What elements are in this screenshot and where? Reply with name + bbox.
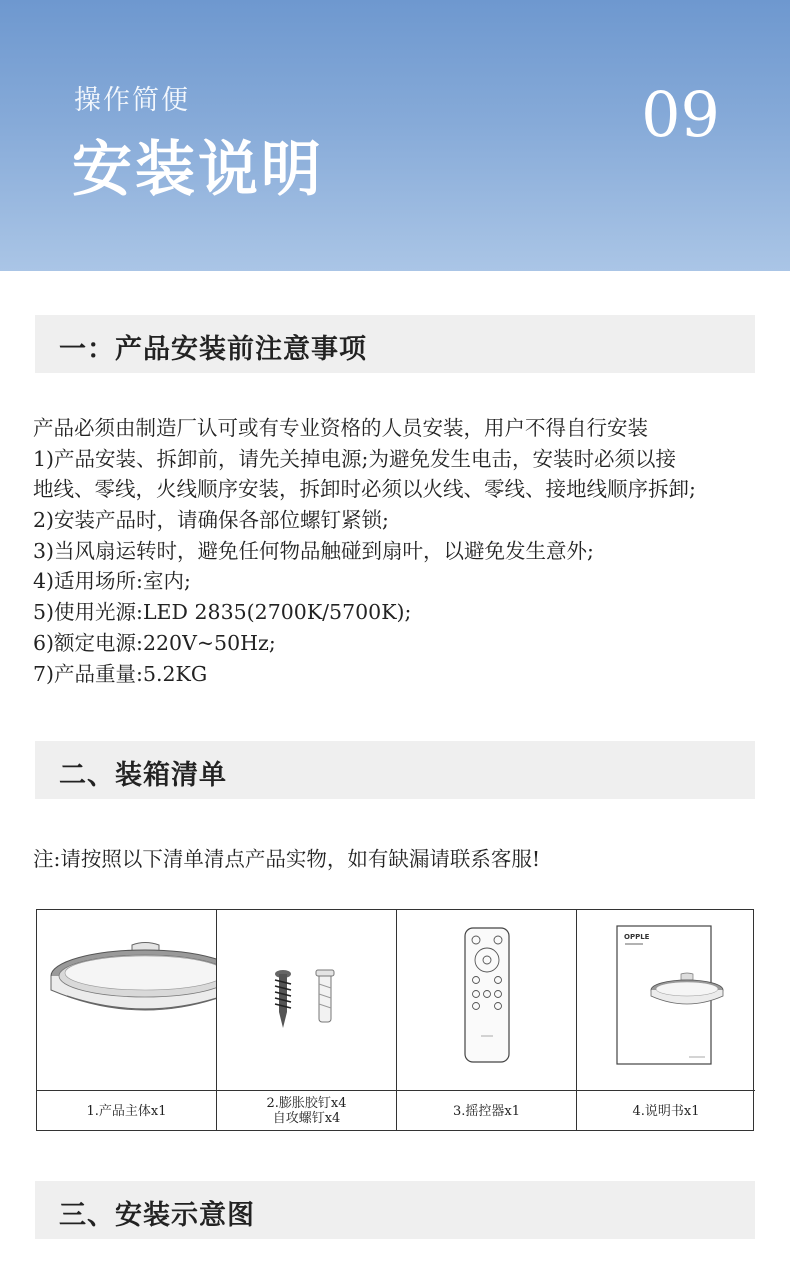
packing-item-caption bbox=[217, 1090, 396, 1131]
packing-item-remote bbox=[396, 910, 576, 1130]
precaution-line: 1)产品安装、拆卸前，请先关掉电源;为避免发生电击，安装时必须以接 bbox=[33, 446, 676, 471]
section-title: 二、装箱清单 bbox=[59, 760, 227, 791]
caption-line: 3.摇控器x1 bbox=[452, 1103, 520, 1119]
precaution-line: 产品必须由制造厂认可或有专业资格的人员安装，用户不得自行安装 bbox=[33, 416, 648, 440]
packing-item-manual bbox=[576, 910, 755, 1130]
section-header-installation-diagram bbox=[35, 1181, 755, 1239]
precaution-line: 7)产品重量:5.2KG bbox=[33, 661, 208, 686]
packing-item-screws bbox=[216, 910, 396, 1130]
caption-line: 1.产品主体x1 bbox=[86, 1103, 167, 1119]
caption-line: 4.说明书x1 bbox=[632, 1103, 700, 1119]
precaution-line: 3)当风扇运转时，避免任何物品触碰到扇叶，以避免发生意外; bbox=[33, 538, 594, 563]
packing-note: 注:请按照以下清单清点产品实物，如有缺漏请联系客服! bbox=[33, 847, 541, 871]
screws-illustration bbox=[217, 910, 396, 1090]
banner-subtitle: 操作简便 bbox=[74, 85, 190, 116]
banner-title: 安装说明 bbox=[72, 135, 324, 205]
section-header-packing-list bbox=[35, 741, 755, 799]
precaution-line: 4)适用场所:室内; bbox=[33, 569, 191, 594]
precaution-line: 5)使用光源:LED 2835(2700K/5700K); bbox=[33, 600, 412, 625]
header-banner bbox=[0, 0, 790, 271]
manual-illustration bbox=[577, 910, 755, 1090]
page-number: 09 bbox=[641, 78, 720, 151]
packing-item-caption bbox=[397, 1090, 576, 1131]
precautions-text bbox=[33, 413, 773, 689]
remote-illustration bbox=[397, 910, 576, 1090]
section-header-precautions bbox=[35, 315, 755, 373]
fan-body-illustration bbox=[37, 910, 216, 1090]
precaution-line: 2)安装产品时，请确保各部位螺钉紧锁; bbox=[33, 508, 389, 533]
precaution-line: 6)额定电源:220V~50Hz; bbox=[33, 630, 276, 655]
manual-brand-logo: OPPLE bbox=[624, 933, 650, 941]
packing-item-caption bbox=[37, 1090, 216, 1131]
section-title: 一：产品安装前注意事项 bbox=[59, 334, 367, 365]
caption-line: 自攻螺钉x4 bbox=[272, 1111, 341, 1126]
packing-item-caption bbox=[577, 1090, 755, 1131]
precaution-line: 地线、零线，火线顺序安装，拆卸时必须以火线、零线、接地线顺序拆卸; bbox=[33, 477, 696, 502]
packing-item-fan-body bbox=[37, 910, 216, 1130]
section-title: 三、安装示意图 bbox=[59, 1200, 255, 1231]
caption-line: 2.膨胀胶钉x4 bbox=[266, 1096, 347, 1111]
packing-list-table bbox=[36, 909, 754, 1131]
